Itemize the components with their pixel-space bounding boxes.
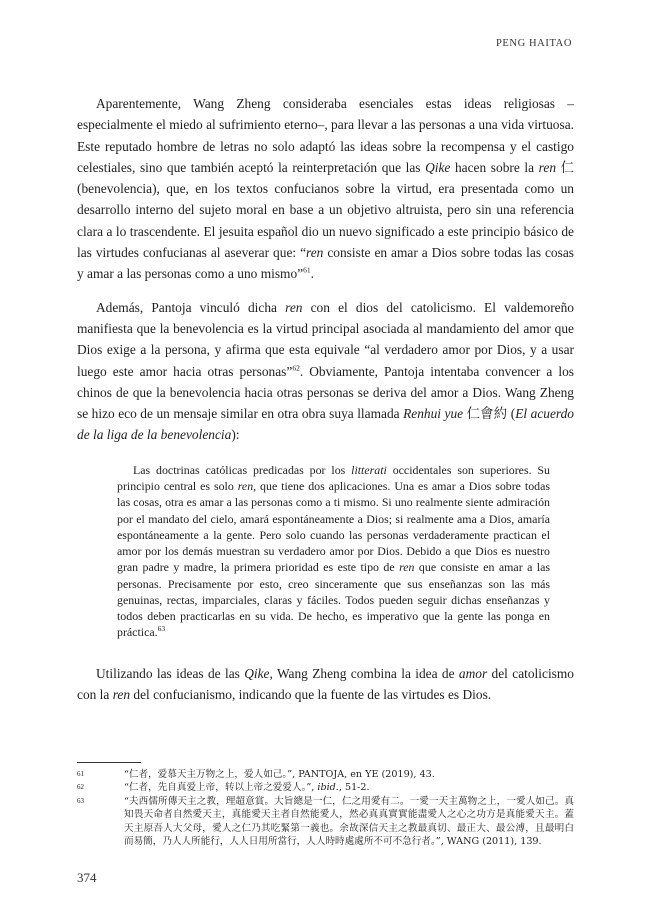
footnote-separator [77, 762, 141, 763]
italic-term: El acuerdo de la liga de la benevolencia [77, 406, 575, 443]
footnotes [77, 768, 574, 848]
main-text [77, 93, 574, 717]
text-run: . [310, 266, 314, 282]
text-run: que consiste en amar a las personas. Precisamente por esto, creo sinceramente que sus enseñanzas son las más genuinas, rectas, imparciales, claras y fáciles. Todos pueden seguir dichas enseñanzas y todos deben practicarlas en su vida. De hecho, es imperativo que la gente las ponga en práctica. [117, 560, 550, 640]
text-run: , que tiene dos aplicaciones. Una es amar a Dios sobre todas las cosas, otra es amar a las personas como a ti mismo. Si uno realmente siente admiración por el mandato del cielo, amará espontáneamente a Dios; si realmente ama a Dios, amaría espontáneamente a la gente. Pero solo cuando las personas verdaderamente practican el amor por los demás muestran su verdadero amor por Dios. Debido a que Dios es nuestro gran padre y madre, la primera prioridad es este tipo de [117, 479, 550, 575]
italic-term: amor [458, 665, 488, 681]
italic-term: Qike [425, 159, 451, 175]
footnote-number: 62 [77, 783, 84, 792]
text-run: consiste en amar a Dios sobre todas las cosas y amar a las personas como a uno mismo” [77, 245, 574, 282]
footnote-ref: 62 [292, 363, 300, 373]
paragraph [77, 663, 574, 706]
italic-term: Qike [244, 665, 270, 681]
text-run: Además, Pantoja vinculó dicha [96, 299, 286, 315]
text-run: “夫西儒所傳天主之教，理超意賞。大旨總是一仁，仁之用愛有二。一愛一天主萬物之上，一愛人如己。真知畏天命者自然愛天主，真能愛天主者自然能愛人，然必真真實實能盡愛人之心之功方是真能愛天主。蓋天主原吾人大父母，愛人之仁乃其吃緊第一義也。余故深信天主之教最真切、最正大、最公溥，且最明白而易簡，乃人人所能行，人人日用所當行，人人時時處處所不可不急行者。”, WANG (2011), 139. [124, 795, 574, 848]
footnote [77, 781, 574, 794]
text-run: , 51-2. [338, 782, 370, 794]
running-head: PENG HAITAO [495, 38, 572, 49]
italic-term: ren [285, 299, 303, 315]
text-run: ): [231, 427, 240, 443]
paragraph [77, 93, 574, 285]
paragraph [77, 297, 574, 446]
page-number: 374 [77, 870, 97, 885]
text-run: occidentales son superiores. Su principio central es solo [117, 462, 550, 493]
italic-term: ren [399, 560, 415, 575]
text-run: Aparentemente, Wang Zheng consideraba esenciales estas ideas religiosas –especialmente el miedo al sufrimiento eterno–, para llevar a las personas a una vida virtuosa. Este reputado hombre de letras no solo adaptó las ideas sobre la recompensa y el castigo celestiales, sino que también aceptó la reinterpretación que las [77, 96, 574, 175]
footnote [77, 768, 574, 781]
text-run: , Wang Zheng combina la idea de [269, 665, 459, 681]
italic-term: litterati [351, 462, 387, 477]
text-run: . Obviamente, Pantoja intentaba convencer a los chinos de que la benevolencia hacia otras personas se deriva del amor a Dios. Wang Zheng se hizo eco de un mensaje similar en otra obra suya llamada [77, 363, 574, 422]
italic-term: ren [306, 245, 324, 261]
footnote-number: 61 [77, 770, 84, 778]
text-run: del catolicismo con la [77, 665, 574, 702]
footnote-number: 63 [77, 796, 84, 805]
text-run: con el dios del catolicismo. El valdemoreño manifiesta que la benevolencia es la virtud principal asociada al mandamiento del amor que Dios exige a la persona, y afirma que esta equivale “al verdadero amor por Dios, y a usar luego este amor hacia otras personas” [77, 299, 574, 379]
footnote [77, 795, 574, 849]
text-run: 仁 (benevolencia), que, en los textos confucianos sobre la virtud, era presentada como un desarrollo interno del sujeto moral en base a un objetivo altruista, pero sin una referencia clara a lo trascendente. El jesuita español dio un nuevo significado a este principio básico de las virtudes confucianas al aseverar que: “ [77, 159, 575, 261]
block-quote [117, 462, 550, 641]
text-run: 仁會約 ( [463, 406, 516, 422]
italic-term: ren [112, 686, 131, 702]
text-run: hacen sobre la [450, 159, 539, 175]
text-run: “仁者，爱慕天主万物之上，爱人如己。”, PANTOJA, en YE (2019), 43. [124, 769, 435, 780]
italic-term: ren [538, 159, 557, 175]
italic-term: ibid. [317, 782, 339, 794]
text-run: Utilizando las ideas de las [96, 665, 245, 681]
italic-term: ren [237, 479, 254, 493]
footnote-text [124, 781, 574, 794]
footnote-ref: 63 [157, 624, 166, 634]
footnote-text [124, 795, 574, 849]
footnote-text [124, 768, 574, 781]
text-run: Las doctrinas católicas predicadas por los [133, 462, 352, 477]
text-run: del confucianismo, indicando que la fuente de las virtudes es Dios. [130, 686, 492, 702]
text-run: “仁者，先自真爱上帝，转以上帝之爱爱人。”, [124, 782, 318, 794]
footnote-ref: 61 [303, 265, 311, 275]
italic-term: Renhui yue [403, 406, 464, 422]
